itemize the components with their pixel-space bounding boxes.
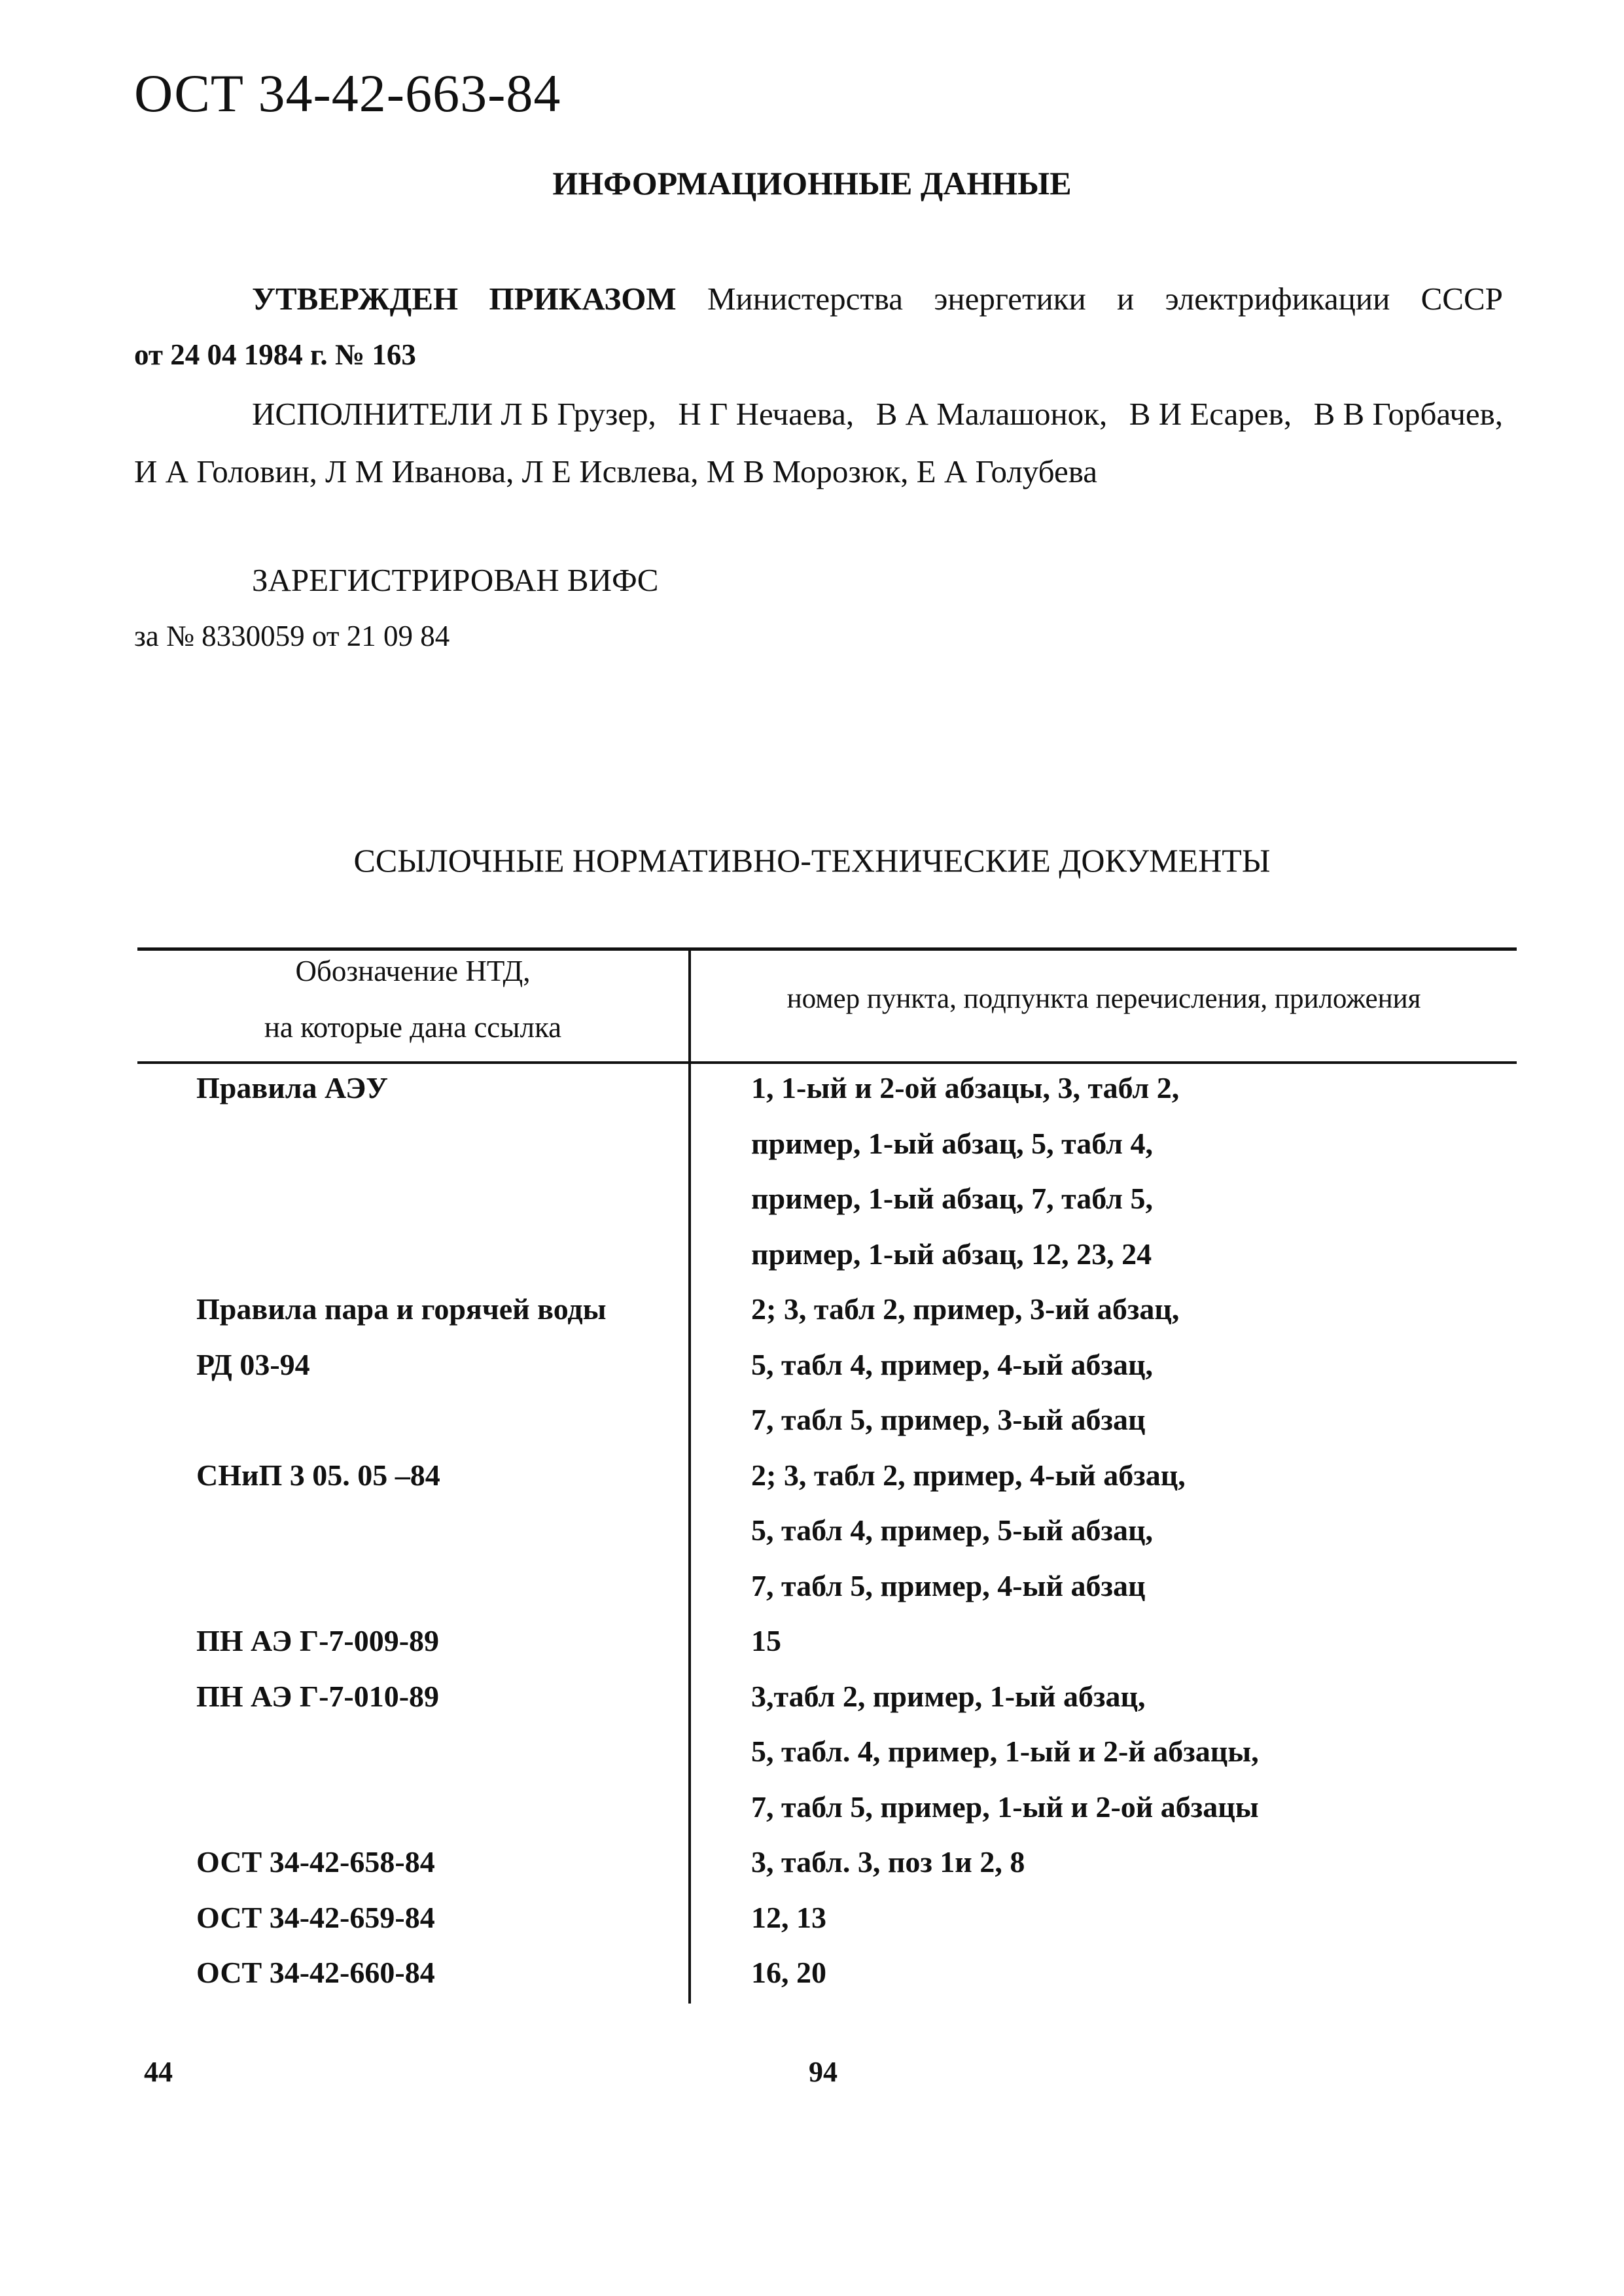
authors-line-1 [252, 398, 1503, 430]
table-cell-reference: 1, 1-ый и 2-ой абзацы, 3, табл 2, [751, 1071, 1180, 1104]
table-cell-document: ОСТ 34-42-659-84 [196, 1901, 435, 1934]
authors-word: В И Есарев, [1129, 396, 1292, 432]
page-number-center: 94 [809, 2056, 838, 2088]
table-cell-reference: 5, табл 4, пример, 5-ый абзац, [751, 1513, 1153, 1547]
authors-word: ИСПОЛНИТЕЛИ Л Б Грузер, [252, 396, 656, 432]
authors-line-2: И А Головин, Л М Иванова, Л Е Исвлева, М В Морозюк, Е А Голубева [134, 453, 1097, 489]
table-cell-document: ПН АЭ Г-7-009-89 [196, 1624, 440, 1657]
table-cell-reference: 5, табл 4, пример, 4-ый абзац, [751, 1348, 1153, 1381]
table-cell-reference: 2; 3, табл 2, пример, 3-ий абзац, [751, 1292, 1180, 1326]
table-cell-document: Правила АЭУ [196, 1071, 389, 1104]
table-cell-reference: 7, табл 5, пример, 1-ый и 2-ой абзацы [751, 1790, 1259, 1824]
table-cell-document: ОСТ 34-42-658-84 [196, 1845, 435, 1879]
table-cell-reference: 3, табл. 3, поз 1и 2, 8 [751, 1845, 1025, 1879]
table-header-rule [137, 1061, 1517, 1064]
approved-word: СССР [1421, 281, 1503, 317]
table-cell-reference: 7, табл 5, пример, 4-ый абзац [751, 1569, 1146, 1602]
approved-word: Министерства [707, 281, 903, 317]
refs-section-title: ССЫЛОЧНЫЕ НОРМАТИВНО-ТЕХНИЧЕСКИЕ ДОКУМЕНТЫ [353, 842, 1271, 879]
table-cell-document: СНиП 3 05. 05 –84 [196, 1458, 440, 1492]
table-cell-document: РД 03-94 [196, 1348, 310, 1381]
document-code: ОСТ 34-42-663-84 [134, 63, 561, 123]
table-header-left-line-2: на которые дана ссылка [264, 1011, 562, 1044]
table-cell-reference: 5, табл. 4, пример, 1-ый и 2-й абзацы, [751, 1735, 1259, 1768]
authors-word: В В Горбачев, [1313, 396, 1503, 432]
approved-word: энергетики [934, 281, 1086, 317]
table-cell-document: ОСТ 34-42-660-84 [196, 1956, 435, 1989]
table-cell-reference: пример, 1-ый абзац, 7, табл 5, [751, 1182, 1153, 1215]
page-number-left: 44 [144, 2056, 173, 2088]
table-cell-reference: 3,табл 2, пример, 1-ый абзац, [751, 1680, 1146, 1713]
table-cell-reference: 12, 13 [751, 1901, 826, 1934]
table-cell-document: ПН АЭ Г-7-010-89 [196, 1680, 440, 1713]
table-cell-reference: 16, 20 [751, 1956, 826, 1989]
table-cell-reference: 15 [751, 1624, 781, 1657]
table-header-left-line-1: Обозначение НТД, [295, 955, 531, 987]
registered-line-1: ЗАРЕГИСТРИРОВАН ВИФС [252, 562, 659, 598]
table-top-rule [137, 947, 1517, 951]
approved-word: УТВЕРЖДЕН [252, 281, 459, 317]
registered-line-2: за № 8330059 от 21 09 84 [134, 620, 450, 652]
approved-line-2: от 24 04 1984 г. № 163 [134, 338, 416, 371]
authors-word: В А Малашонок, [875, 396, 1108, 432]
approved-line-1 [252, 283, 1503, 315]
table-cell-document: Правила пара и горячей воды [196, 1292, 607, 1326]
table-cell-reference: пример, 1-ый абзац, 5, табл 4, [751, 1127, 1153, 1160]
table-header-right: номер пункта, подпункта перечисления, приложения [786, 983, 1421, 1014]
approved-word: ПРИКАЗОМ [489, 281, 677, 317]
table-cell-reference: пример, 1-ый абзац, 12, 23, 24 [751, 1237, 1152, 1271]
authors-word: Н Г Нечаева, [678, 396, 855, 432]
approved-word: и [1117, 281, 1135, 317]
table-cell-reference: 7, табл 5, пример, 3-ый абзац [751, 1403, 1146, 1436]
table-cell-reference: 2; 3, табл 2, пример, 4-ый абзац, [751, 1458, 1186, 1492]
table-column-divider [688, 947, 691, 2004]
info-section-title: ИНФОРМАЦИОННЫЕ ДАННЫЕ [552, 165, 1072, 202]
approved-word: электрификации [1165, 281, 1390, 317]
